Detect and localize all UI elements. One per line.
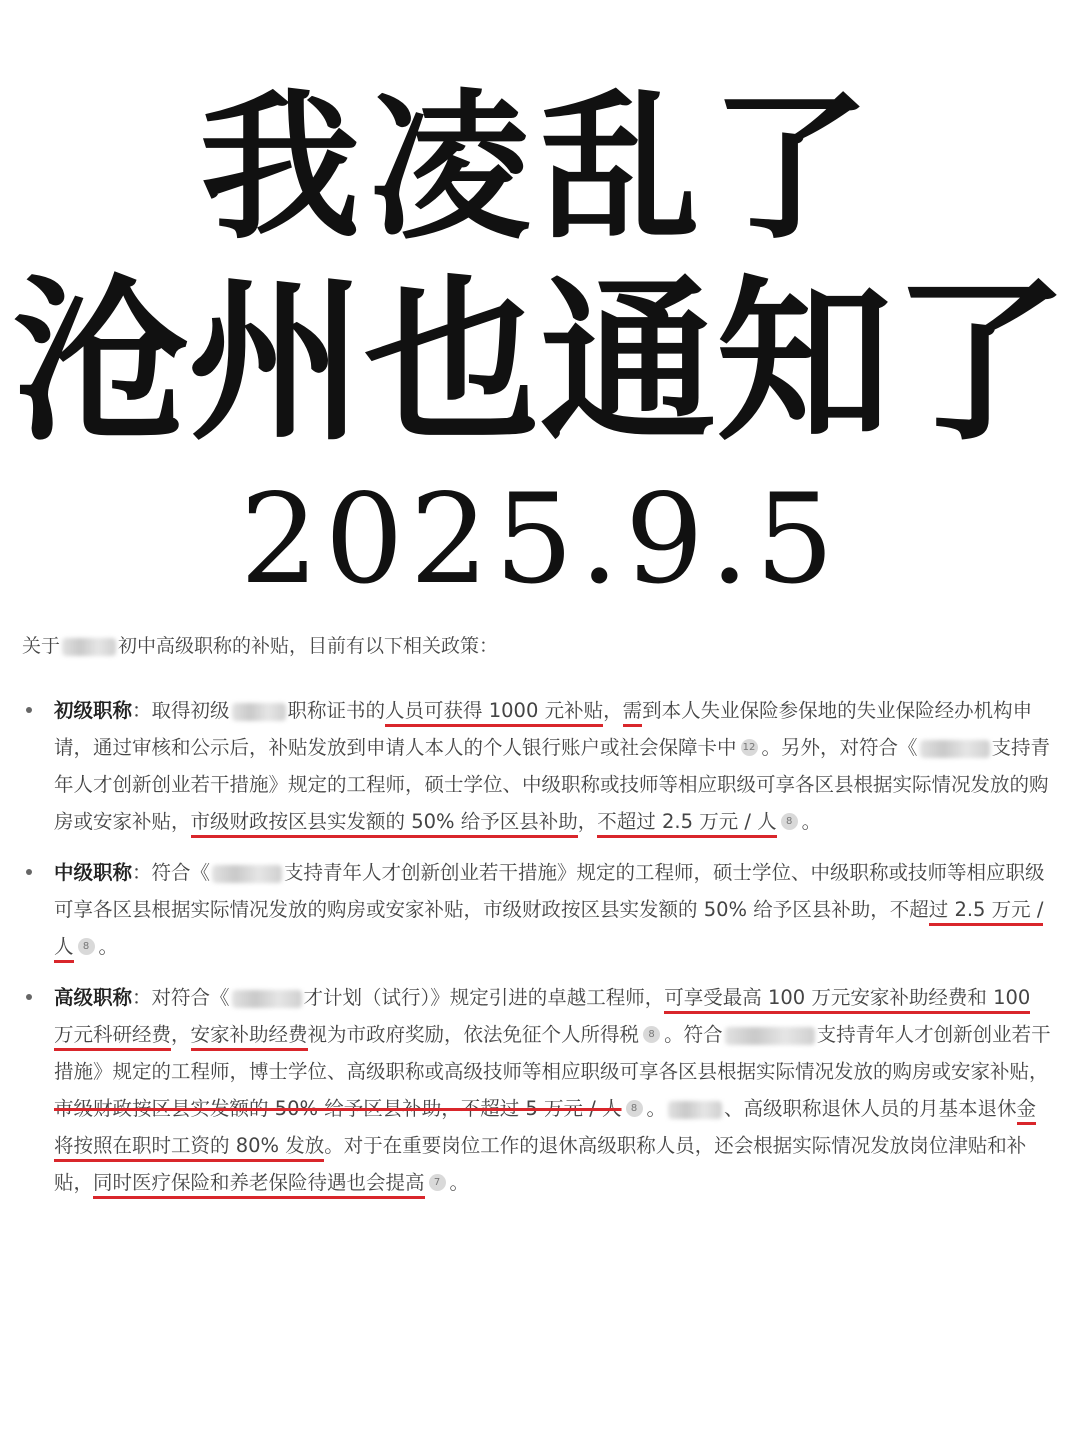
item-text: ， <box>171 1023 191 1046</box>
highlighted-text: 人员可获得 1000 元补贴 <box>385 699 603 727</box>
item-text: ：取得初级 <box>132 699 230 722</box>
item-text: 支持青年人才创新创业若干措施》规定的工程师，博士学位、高级职称或高级技师等相应职级可享各区县根据实际情况发放的购房或安家补贴， <box>54 1023 1051 1083</box>
citation-badge: 8 <box>78 938 95 955</box>
redacted-region <box>668 1101 722 1119</box>
citation-badge: 8 <box>643 1026 660 1043</box>
item-text: ：对符合《 <box>132 986 230 1009</box>
highlighted-text: 市级财政按区县实发额的 50% 给予区县补助 <box>191 810 578 838</box>
highlighted-text: 安家补助经费 <box>191 1023 308 1051</box>
headline-line-2: 沧州也通知了 <box>11 260 1068 465</box>
item-text: 视为市政府奖励，依法免征个人所得税 <box>307 1023 640 1046</box>
struck-text: 市级财政按区县实发额的 50% 给予区县补助，不超过 5 万元 / 人 <box>54 1097 622 1120</box>
list-item-middle <box>22 854 1052 965</box>
highlighted-text: 同时医疗保险和养老保险待遇也会提高 <box>93 1171 425 1199</box>
item-text: 。 <box>449 1171 470 1194</box>
item-text: 。 <box>801 810 822 833</box>
citation-badge: 8 <box>626 1100 643 1117</box>
citation-badge: 12 <box>741 739 758 756</box>
item-text: 职称证书的 <box>287 699 386 722</box>
highlighted-text: 需 <box>623 699 643 727</box>
redacted-region <box>725 1027 815 1045</box>
item-text: 。对于在重要岗位工作的退休高级职称人员，还会根据实际情况发放岗位津贴和补贴， <box>54 1134 1027 1194</box>
bullet-icon <box>26 869 32 875</box>
item-text: 到本人失业保险参保地的失业保险经办机构申请，通过审核和公示后，补贴发放到申请人本人的个人银行账户或社会保障卡中 <box>54 699 1033 759</box>
redacted-region <box>232 703 286 721</box>
item-text: 、高级职称退休人员的月基本退休 <box>724 1097 1017 1120</box>
citation-badge: 7 <box>429 1174 446 1191</box>
list-item-senior <box>22 979 1052 1201</box>
item-text: 才计划（试行）》规定引进的卓越工程师， <box>303 986 665 1009</box>
intro-text-a: 关于 <box>22 635 61 657</box>
redacted-region <box>232 990 302 1008</box>
intro-text-b: 初中高级职称的补贴，目前有以下相关政策： <box>118 635 499 657</box>
item-text: 。另外，对符合《 <box>761 736 918 759</box>
item-text: 。符合 <box>664 1023 723 1046</box>
headline-date: 2025.9.5 <box>239 468 841 612</box>
item-text: 支持青年人才创新创业若干措施》规定的工程师，硕士学位、中级职称或技师等相应职级可享各区县根据实际情况发放的购房或安家补贴，市级财政按区县实发额的 50% 给予区县补助，不超 <box>54 861 1045 921</box>
item-text: 。 <box>98 935 119 958</box>
list-item-junior <box>22 692 1052 840</box>
item-text: 。 <box>646 1097 667 1120</box>
highlighted-text: 可享受最高 100 万元安家补助经费和 100 万元科研经费 <box>54 986 1030 1051</box>
citation-badge: 8 <box>781 813 798 830</box>
redacted-region <box>212 865 282 883</box>
highlighted-text: 金将按照在职时工资的 80% 发放 <box>54 1097 1036 1162</box>
bullet-icon <box>26 994 32 1000</box>
item-text: 支持青年人才创新创业若干措施》规定的工程师，硕士学位、中级职称或技师等相应职级可享各区县根据实际情况发放的购房或安家补贴， <box>54 736 1051 833</box>
highlighted-text: 不超过 2.5 万元 / 人 <box>597 810 776 838</box>
redacted-region <box>62 638 116 656</box>
intro-paragraph <box>22 628 1052 664</box>
item-text: ， <box>603 699 623 722</box>
item-label: 中级职称 <box>54 861 133 884</box>
item-label: 高级职称 <box>54 986 133 1009</box>
policy-document <box>22 628 1052 1215</box>
item-text: ， <box>577 810 598 833</box>
item-text: ：符合《 <box>132 861 211 884</box>
item-label: 初级职称 <box>54 699 133 722</box>
redacted-region <box>920 740 990 758</box>
bullet-icon <box>26 707 32 713</box>
headline-line-1: 我凌乱了 <box>199 74 880 261</box>
highlighted-text: 过 2.5 万元 / 人 <box>54 898 1043 963</box>
